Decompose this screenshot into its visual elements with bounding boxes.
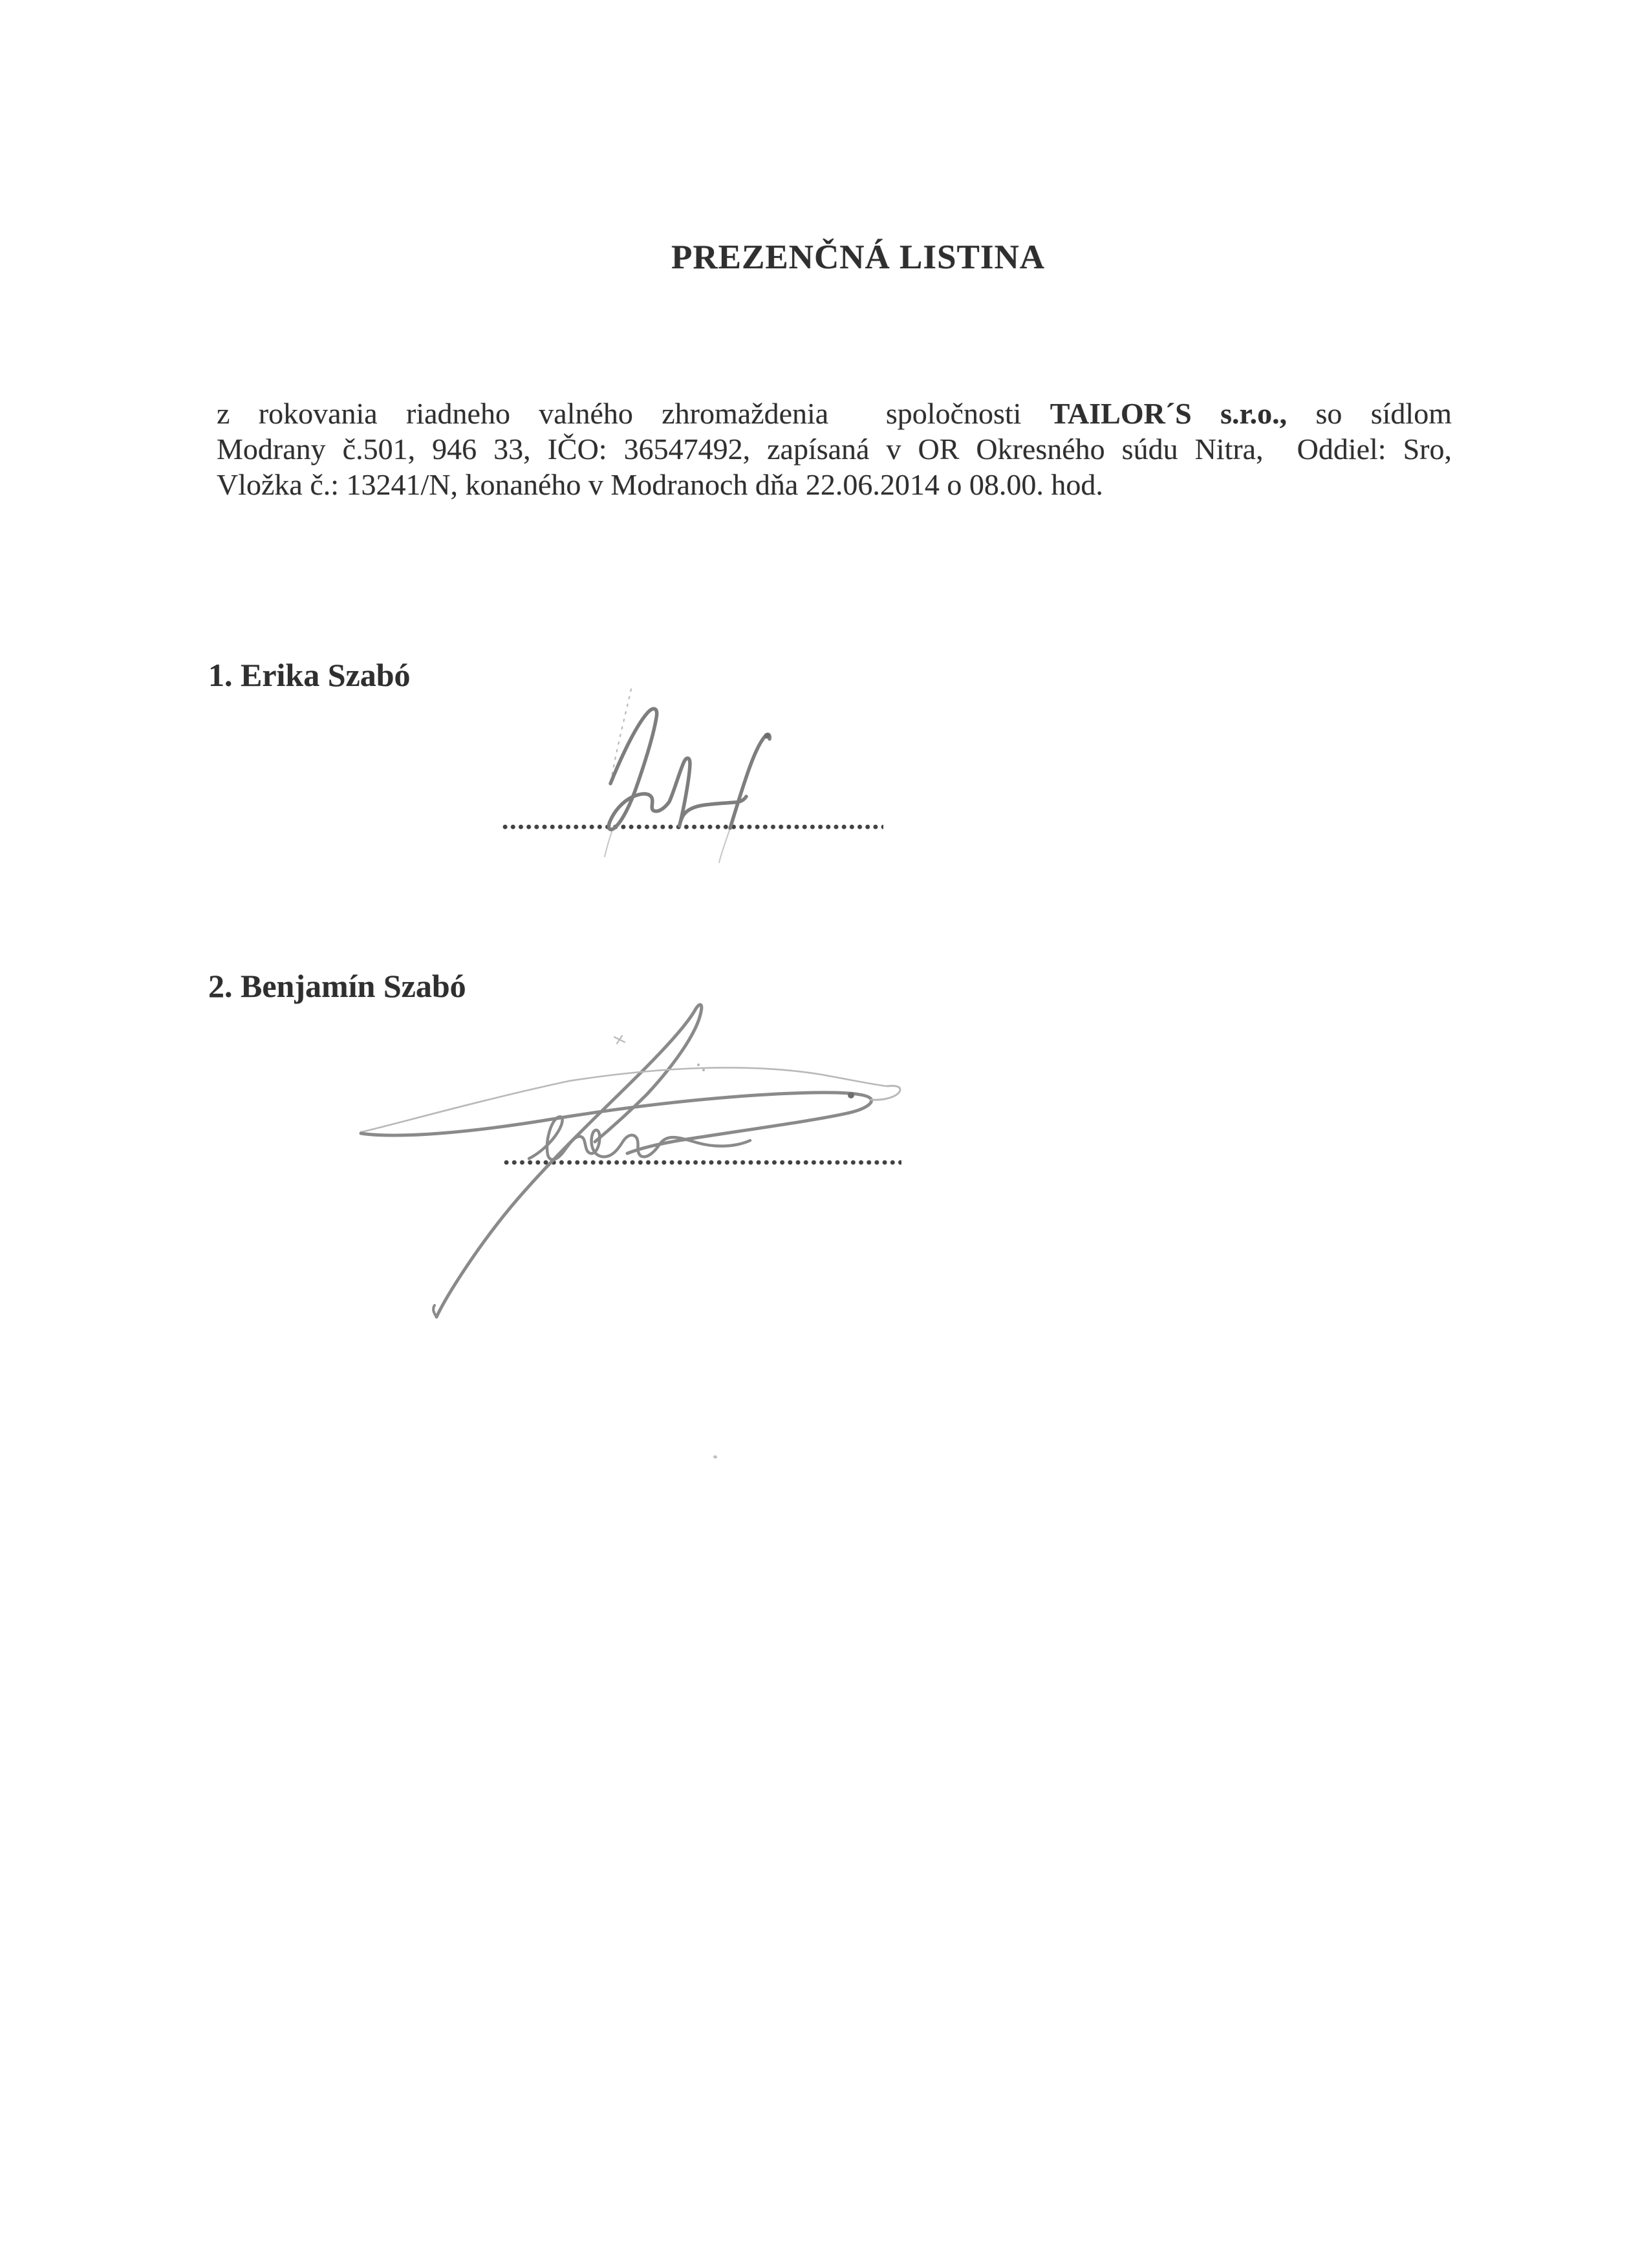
signature-benjamin-szabo bbox=[361, 1005, 900, 1317]
document-title: PREZENČNÁ LISTINA bbox=[671, 239, 1046, 276]
scan-speck bbox=[713, 1455, 717, 1459]
attendee-1-name: 1. Erika Szabó bbox=[208, 657, 411, 693]
paragraph-line-3: Vložka č.: 13241/N, konaného v Modranoch dňa 22.06.2014 o 08.00. hod. bbox=[217, 468, 1103, 501]
signature-erika-szabo bbox=[605, 689, 770, 862]
company-name-bold: TAILOR´S s.r.o., bbox=[1050, 397, 1288, 430]
paragraph-line-2: Modrany č.501, 946 33, IČO: 36547492, zapísaná v OR Okresného súdu Nitra, Oddiel: Sro, bbox=[217, 433, 1452, 465]
paragraph-line-1-tail: so sídlom bbox=[1287, 397, 1452, 430]
attendee-2-name: 2. Benjamín Szabó bbox=[208, 968, 466, 1004]
paragraph-line-1-text: z rokovania riadneho valného zhromaždenia spoločnosti bbox=[217, 397, 1050, 430]
